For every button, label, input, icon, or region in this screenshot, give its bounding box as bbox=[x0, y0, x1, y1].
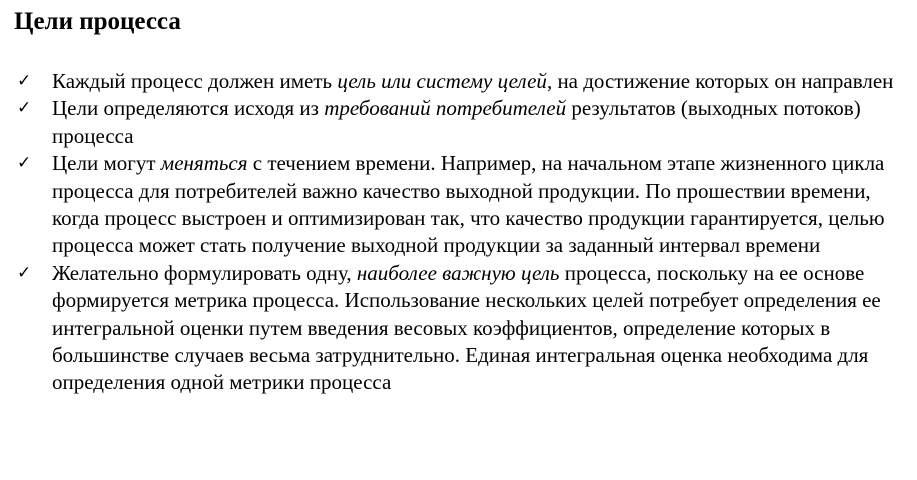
text-run: результатов (выходных потоков) процесса bbox=[52, 96, 861, 148]
list-item bbox=[14, 68, 917, 95]
emphasis-text: требований потребителей bbox=[324, 96, 567, 121]
text-run: с течением времени. Например, на начальном этапе жизненного цикла процесса для потребителей важно качество выходной продукции. По прошествии времени, когда процесс выстроен и оптимизирован так, что качество продукции гарантируется, целью процесса может стать получение выходной продукции за заданный интервал времени bbox=[52, 151, 885, 258]
item-text bbox=[52, 261, 881, 395]
list-item bbox=[14, 260, 917, 397]
text-run: Каждый процесс должен иметь bbox=[52, 69, 338, 93]
list-item bbox=[14, 150, 917, 260]
goals-list bbox=[14, 68, 917, 397]
item-text bbox=[52, 151, 885, 257]
text-run: , на достижение которых он направлен bbox=[546, 69, 894, 93]
text-run: Цели могут bbox=[52, 151, 161, 176]
checkmark-icon: ✓ bbox=[17, 262, 32, 283]
emphasis-text: цель или систему целей bbox=[337, 69, 547, 93]
slide-title: Цели процесса bbox=[14, 8, 181, 35]
checkmark-icon: ✓ bbox=[17, 71, 32, 91]
emphasis-text: наиболее важную цель bbox=[356, 260, 560, 285]
text-run: процесса, поскольку на ее основе формируется метрика процесса. Использование нескольких целей потребует определения ее интегральной оценки путем введения весовых коэффициентов, определение которых в большинстве случаев весьма затруднительно. Единая интегральная оценка необходима для определения одной метрики процесса bbox=[52, 260, 881, 395]
checkmark-icon: ✓ bbox=[17, 153, 32, 174]
item-text bbox=[52, 69, 893, 93]
text-run: Цели определяются исходя из bbox=[52, 96, 325, 121]
list-item bbox=[14, 95, 917, 150]
text-run: Желательно формулировать одну, bbox=[52, 260, 357, 285]
checkmark-icon: ✓ bbox=[17, 98, 32, 119]
item-text bbox=[52, 96, 861, 147]
emphasis-text: меняться bbox=[160, 151, 248, 176]
